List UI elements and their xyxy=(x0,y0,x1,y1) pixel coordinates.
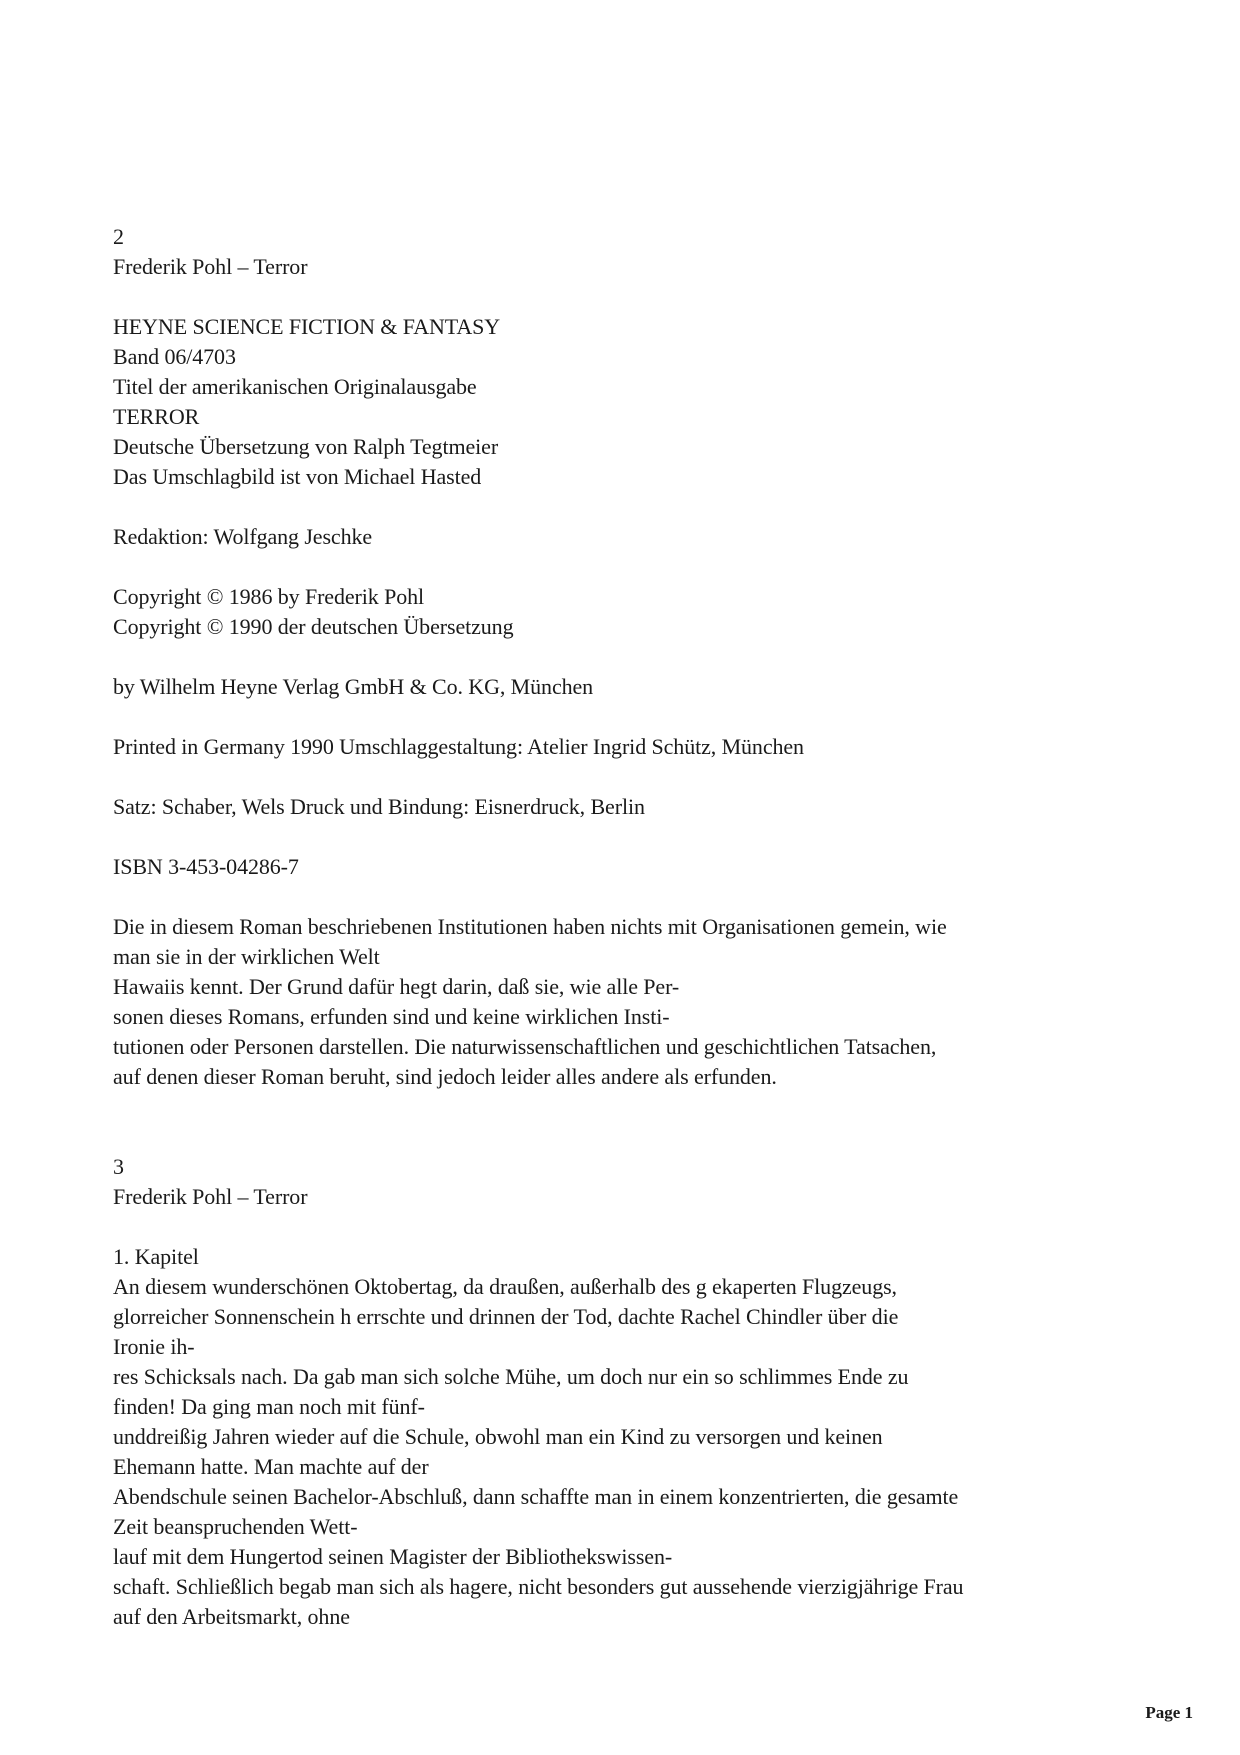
blank-line xyxy=(113,822,1203,852)
text-line: 1. Kapitel xyxy=(113,1244,199,1269)
blank-line xyxy=(113,762,1203,792)
text-line: Abendschule seinen Bachelor-Abschluß, dann schaffte man in einem konzentrierten, die gesamte xyxy=(113,1484,959,1509)
text-line: Ironie ih- xyxy=(113,1334,195,1359)
text-line: ISBN 3-453-04286-7 xyxy=(113,854,299,879)
text-line: HEYNE SCIENCE FICTION & FANTASY xyxy=(113,314,501,339)
blank-line xyxy=(113,1092,1203,1122)
blank-line xyxy=(113,492,1203,522)
text-line: sonen dieses Romans, erfunden sind und keine wirklichen Insti- xyxy=(113,1004,670,1029)
text-line: An diesem wunderschönen Oktobertag, da draußen, außerhalb des g ekaperten Flugzeugs, xyxy=(113,1274,897,1299)
blank-line xyxy=(113,552,1203,582)
text-line: 3 xyxy=(113,1154,124,1179)
text-line: Zeit beanspruchenden Wett- xyxy=(113,1514,358,1539)
text-line: Copyright © 1986 by Frederik Pohl xyxy=(113,584,425,609)
document-body xyxy=(113,222,1203,1632)
text-line: Printed in Germany 1990 Umschlaggestaltung: Atelier Ingrid Schütz, München xyxy=(113,734,804,759)
blank-line xyxy=(113,642,1203,672)
blank-line xyxy=(113,882,1203,912)
text-line: unddreißig Jahren wieder auf die Schule, obwohl man ein Kind zu versorgen und keinen xyxy=(113,1424,883,1449)
text-line: man sie in der wirklichen Welt xyxy=(113,944,380,969)
text-line: Copyright © 1990 der deutschen Übersetzung xyxy=(113,614,514,639)
blank-line xyxy=(113,1212,1203,1242)
text-line: Ehemann hatte. Man machte auf der xyxy=(113,1454,429,1479)
text-line: lauf mit dem Hungertod seinen Magister der Bibliothekswissen- xyxy=(113,1544,673,1569)
text-line: Hawaiis kennt. Der Grund dafür hegt darin, daß sie, wie alle Per- xyxy=(113,974,680,999)
text-line: by Wilhelm Heyne Verlag GmbH & Co. KG, München xyxy=(113,674,594,699)
text-line: Redaktion: Wolfgang Jeschke xyxy=(113,524,373,549)
text-line: res Schicksals nach. Da gab man sich solche Mühe, um doch nur ein so schlimmes Ende zu xyxy=(113,1364,909,1389)
text-line: tutionen oder Personen darstellen. Die naturwissenschaftlichen und geschichtlichen Tatsachen, xyxy=(113,1034,937,1059)
page-number-label: Page 1 xyxy=(1145,1703,1193,1722)
text-line: auf denen dieser Roman beruht, sind jedoch leider alles andere als erfunden. xyxy=(113,1064,777,1089)
text-line: Titel der amerikanischen Originalausgabe xyxy=(113,374,477,399)
text-line: Deutsche Übersetzung von Ralph Tegtmeier xyxy=(113,434,499,459)
text-line: TERROR xyxy=(113,404,200,429)
text-line: Frederik Pohl – Terror xyxy=(113,254,308,279)
blank-line xyxy=(113,282,1203,312)
text-line: Band 06/4703 xyxy=(113,344,236,369)
text-line: Satz: Schaber, Wels Druck und Bindung: Eisnerdruck, Berlin xyxy=(113,794,645,819)
text-line: glorreicher Sonnenschein h errschte und drinnen der Tod, dachte Rachel Chindler über die xyxy=(113,1304,899,1329)
text-line: Frederik Pohl – Terror xyxy=(113,1184,308,1209)
text-line: schaft. Schließlich begab man sich als hagere, nicht besonders gut aussehende vierzigjährige Frau xyxy=(113,1574,964,1599)
text-line: 2 xyxy=(113,224,124,249)
text-line: Das Umschlagbild ist von Michael Hasted xyxy=(113,464,482,489)
blank-line xyxy=(113,702,1203,732)
text-line: Die in diesem Roman beschriebenen Institutionen haben nichts mit Organisationen gemein, wie xyxy=(113,914,947,939)
text-line: finden! Da ging man noch mit fünf- xyxy=(113,1394,425,1419)
blank-line xyxy=(113,1122,1203,1152)
text-line: auf den Arbeitsmarkt, ohne xyxy=(113,1604,350,1629)
